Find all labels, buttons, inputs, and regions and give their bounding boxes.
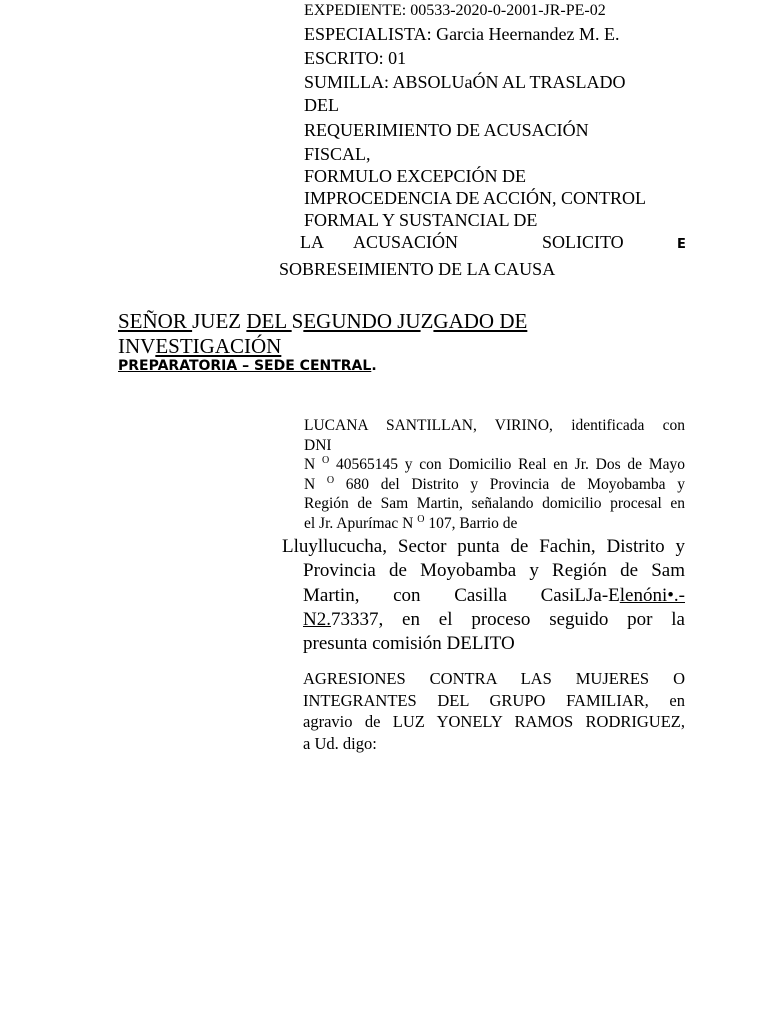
party-identification-paragraph: [304, 416, 685, 534]
superscript-o: O: [321, 455, 330, 467]
word-acusacion: ACUSACIÓN: [353, 232, 459, 252]
paragraph-line: [282, 584, 685, 608]
court-part: GADO DE: [433, 309, 528, 333]
sumilla-line-3: REQUERIMIENTO DE ACUSACIÓN: [304, 120, 589, 140]
court-preparatoria-line: [118, 358, 377, 374]
word-la: LA: [300, 232, 324, 252]
court-part: Z: [420, 309, 434, 333]
text-fragment: lenóni•.-: [619, 584, 685, 606]
court-part: DEL: [246, 309, 292, 333]
offense-paragraph: [303, 668, 685, 754]
superscript-o: O: [326, 474, 335, 486]
paragraph-line: INTEGRANTES DEL GRUPO FAMILIAR, en: [303, 690, 685, 710]
court-addressee-line-1: [118, 308, 527, 334]
expediente-line: EXPEDIENTE: 00533-2020-0-2001-JR-PE-02: [304, 2, 606, 19]
word-solicito: SOLICITO: [542, 232, 624, 252]
court-addressee-line-2: [118, 333, 281, 359]
text-fragment: 680 del Distrito y Provincia de Moyobamba y: [334, 475, 685, 493]
sumilla-line-5: FORMULO EXCEPCIÓN DE: [304, 166, 527, 186]
court-part: SEÑOR: [118, 309, 193, 333]
court-part: JUEZ: [192, 309, 247, 333]
paragraph-line: a Ud. digo:: [303, 733, 377, 753]
court-part: ESTIGACIÓN: [155, 334, 282, 358]
sumilla-line-1: SUMILLA: ABSOLUaÓN AL TRASLADO: [304, 72, 626, 92]
preparatoria-text: PREPARATORIA – SEDE CENTRAL: [118, 358, 372, 374]
court-part: INV: [118, 334, 156, 358]
text-fragment: el Jr. Apurímac N: [304, 514, 418, 532]
superscript-o: O: [417, 513, 425, 525]
text-fragment: 73337, en el proceso seguido por la: [330, 608, 685, 630]
especialista-line: ESPECIALISTA: Garcia Heernandez M. E.: [304, 24, 620, 44]
word-e: E: [677, 237, 686, 252]
text-fragment: 107, Barrio de: [424, 514, 518, 532]
paragraph-line: [304, 475, 685, 495]
text-fragment: Martin, con Casilla CasiLJa-E: [303, 584, 620, 606]
paragraph-line: Región de Sam Martin, señalando domicilio procesal en: [304, 495, 685, 513]
paragraph-line: Lluyllucucha, Sector punta de Fachin, Distrito y: [282, 536, 685, 557]
sumilla-line-2: DEL: [304, 95, 339, 115]
paragraph-line: AGRESIONES CONTRA LAS MUJERES O: [303, 669, 685, 688]
paragraph-line: DNI: [304, 436, 332, 454]
court-part: S: [291, 309, 304, 333]
sumilla-line-6: IMPROCEDENCIA DE ACCIÓN, CONTROL: [304, 188, 647, 208]
paragraph-line: agravio de LUZ YONELY RAMOS RODRIGUEZ,: [303, 712, 685, 731]
paragraph-line: presunta comisión DELITO: [303, 633, 515, 655]
text-fragment: 40565145 y con Domicilio Real en Jr. Dos de Mayo: [329, 456, 686, 474]
address-paragraph: [282, 535, 685, 656]
paragraph-line: Provincia de Moyobamba y Región de Sam: [303, 560, 685, 582]
escrito-line: ESCRITO: 01: [304, 48, 407, 68]
paragraph-line: [282, 608, 685, 632]
paragraph-line: LUCANA SANTILLAN, VIRINO, identificada con: [304, 417, 685, 434]
la-acusacion-solicito-row: [300, 232, 688, 256]
paragraph-line: [304, 455, 685, 475]
preparatoria-period: .: [371, 358, 377, 374]
sumilla-line-4: FISCAL,: [304, 144, 371, 164]
text-fragment: N2.: [303, 608, 331, 630]
sobreseimiento-line: SOBRESEIMIENTO DE LA CAUSA: [279, 259, 556, 279]
text-fragment: N: [304, 456, 322, 474]
court-part: EGUNDO JU: [303, 309, 421, 333]
text-fragment: N: [304, 475, 327, 493]
sumilla-line-7: FORMAL Y SUSTANCIAL DE: [304, 210, 538, 230]
paragraph-line: [304, 514, 685, 534]
